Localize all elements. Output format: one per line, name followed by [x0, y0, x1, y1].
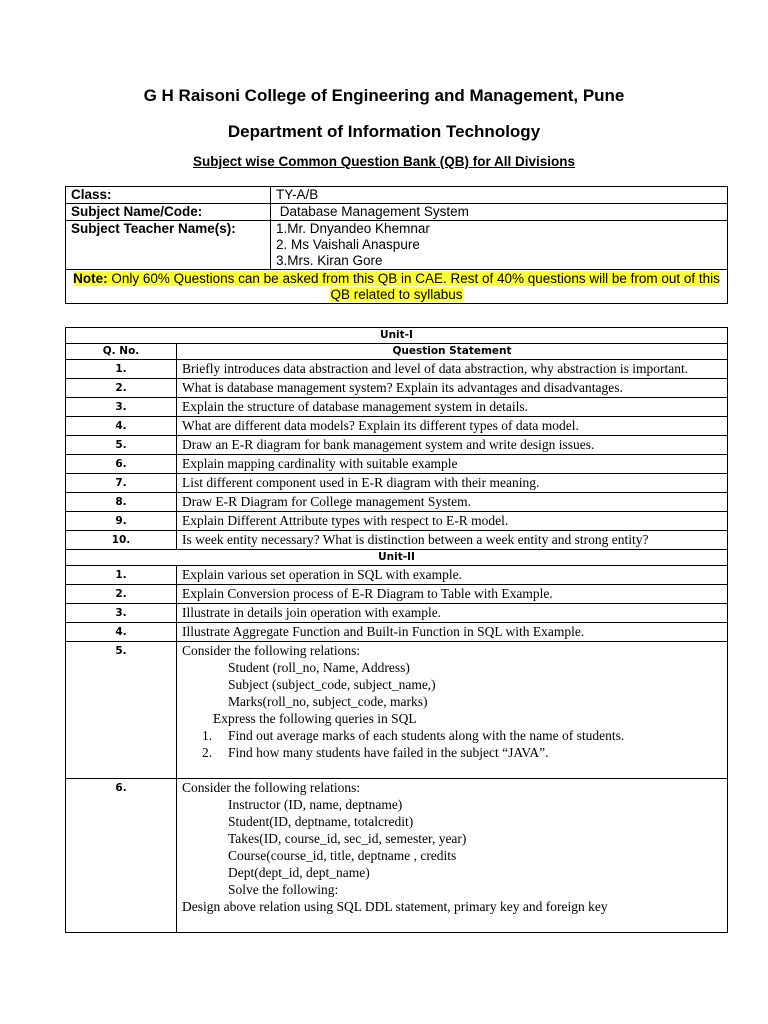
question-number: 1.	[66, 360, 177, 379]
question-text: Explain the structure of database management system in details.	[177, 398, 728, 417]
question-number: 9.	[66, 512, 177, 531]
query-instruction: Express the following queries in SQL	[213, 711, 417, 726]
teachers-row	[66, 221, 728, 270]
teachers-value	[271, 221, 728, 270]
question-text: Explain Different Attribute types with respect to E-R model.	[177, 512, 728, 531]
class-row	[66, 187, 728, 204]
query-item-text: Find out average marks of each students along with the name of students.	[228, 728, 625, 743]
question-row	[66, 379, 728, 398]
question-text: Draw E-R Diagram for College management System.	[177, 493, 728, 512]
question-text	[177, 779, 728, 933]
question-number: 3.	[66, 604, 177, 623]
unit-heading: Unit-I	[66, 328, 728, 344]
teacher-name: 3.Mrs. Kiran Gore	[276, 253, 383, 268]
question-final-instruction: Design above relation using SQL DDL statement, primary key and foreign key	[182, 899, 608, 914]
relation-line: Instructor (ID, name, deptname)	[228, 797, 403, 812]
subject-label: Subject Name/Code:	[66, 204, 271, 221]
question-row	[66, 493, 728, 512]
question-text: List different component used in E-R diagram with their meaning.	[177, 474, 728, 493]
note-text: Only 60% Questions can be asked from this QB in CAE. Rest of 40% questions will be from out of this QB related to syllabus	[107, 271, 720, 302]
question-bank-table	[65, 327, 728, 933]
question-row	[66, 642, 728, 779]
question-number: 6.	[66, 779, 177, 933]
teacher-name: 2. Ms Vaishali Anaspure	[276, 237, 420, 252]
question-row	[66, 531, 728, 550]
department-title: Department of Information Technology	[227, 122, 541, 141]
teacher-name: 1.Mr. Dnyandeo Khemnar	[276, 221, 430, 236]
relation-line: Subject (subject_code, subject_name,)	[228, 677, 436, 692]
question-number: 3.	[66, 398, 177, 417]
relation-line: Solve the following:	[228, 882, 339, 897]
relation-line: Course(course_id, title, deptname , credits	[228, 848, 457, 863]
question-text	[177, 642, 728, 779]
question-row	[66, 512, 728, 531]
note-label: Note:	[73, 271, 108, 286]
question-number: 1.	[66, 566, 177, 585]
relation-line: Student(ID, deptname, totalcredit)	[228, 814, 414, 829]
question-row	[66, 398, 728, 417]
query-item	[182, 727, 722, 744]
question-number: 5.	[66, 436, 177, 455]
question-number: 8.	[66, 493, 177, 512]
qno-column-header: Q. No.	[66, 344, 177, 360]
question-row	[66, 566, 728, 585]
question-number: 10.	[66, 531, 177, 550]
question-text: Explain Conversion process of E-R Diagram to Table with Example.	[177, 585, 728, 604]
question-row	[66, 585, 728, 604]
question-text: Draw an E-R diagram for bank management system and write design issues.	[177, 436, 728, 455]
question-intro: Consider the following relations:	[182, 643, 361, 658]
question-number: 2.	[66, 585, 177, 604]
relation-line: Takes(ID, course_id, sec_id, semester, year)	[228, 831, 467, 846]
question-row	[66, 417, 728, 436]
unit-heading: Unit-II	[66, 550, 728, 566]
question-number: 4.	[66, 417, 177, 436]
query-item-text: Find how many students have failed in the subject “JAVA”.	[228, 745, 549, 760]
question-text: Briefly introduces data abstraction and level of data abstraction, why abstraction is important.	[177, 360, 728, 379]
question-number: 5.	[66, 642, 177, 779]
question-number: 7.	[66, 474, 177, 493]
class-label: Class:	[66, 187, 271, 204]
statement-column-header: Question Statement	[177, 344, 728, 360]
class-value: TY-A/B	[271, 187, 728, 204]
question-row	[66, 623, 728, 642]
question-number: 4.	[66, 623, 177, 642]
question-row	[66, 360, 728, 379]
college-title: G H Raisoni College of Engineering and Management, Pune	[143, 86, 625, 105]
teachers-label: Subject Teacher Name(s):	[66, 221, 271, 270]
relation-line: Dept(dept_id, dept_name)	[228, 865, 370, 880]
question-intro: Consider the following relations:	[182, 780, 361, 795]
column-header-row	[66, 344, 728, 360]
question-text: Illustrate in details join operation with example.	[177, 604, 728, 623]
question-text: What is database management system? Explain its advantages and disadvantages.	[177, 379, 728, 398]
question-text: Explain various set operation in SQL with example.	[177, 566, 728, 585]
question-row	[66, 474, 728, 493]
note-cell	[66, 270, 728, 304]
question-text: Explain mapping cardinality with suitable example	[177, 455, 728, 474]
question-row	[66, 436, 728, 455]
question-row	[66, 455, 728, 474]
question-text: Is week entity necessary? What is distinction between a week entity and strong entity?	[177, 531, 728, 550]
question-row	[66, 779, 728, 933]
question-text: What are different data models? Explain its different types of data model.	[177, 417, 728, 436]
query-item-number: 2.	[202, 745, 213, 760]
qb-subtitle: Subject wise Common Question Bank (QB) for All Divisions	[192, 154, 576, 169]
relation-line: Student (roll_no, Name, Address)	[228, 660, 410, 675]
query-item-number: 1.	[202, 728, 213, 743]
question-number: 6.	[66, 455, 177, 474]
course-info-table	[65, 186, 728, 304]
question-number: 2.	[66, 379, 177, 398]
question-row	[66, 604, 728, 623]
subject-name: Database Management System	[279, 204, 469, 219]
subject-row	[66, 204, 728, 221]
question-text: Illustrate Aggregate Function and Built-in Function in SQL with Example.	[177, 623, 728, 642]
query-item	[182, 744, 722, 761]
note-row	[66, 270, 728, 304]
subject-value	[271, 204, 728, 221]
relation-line: Marks(roll_no, subject_code, marks)	[228, 694, 428, 709]
